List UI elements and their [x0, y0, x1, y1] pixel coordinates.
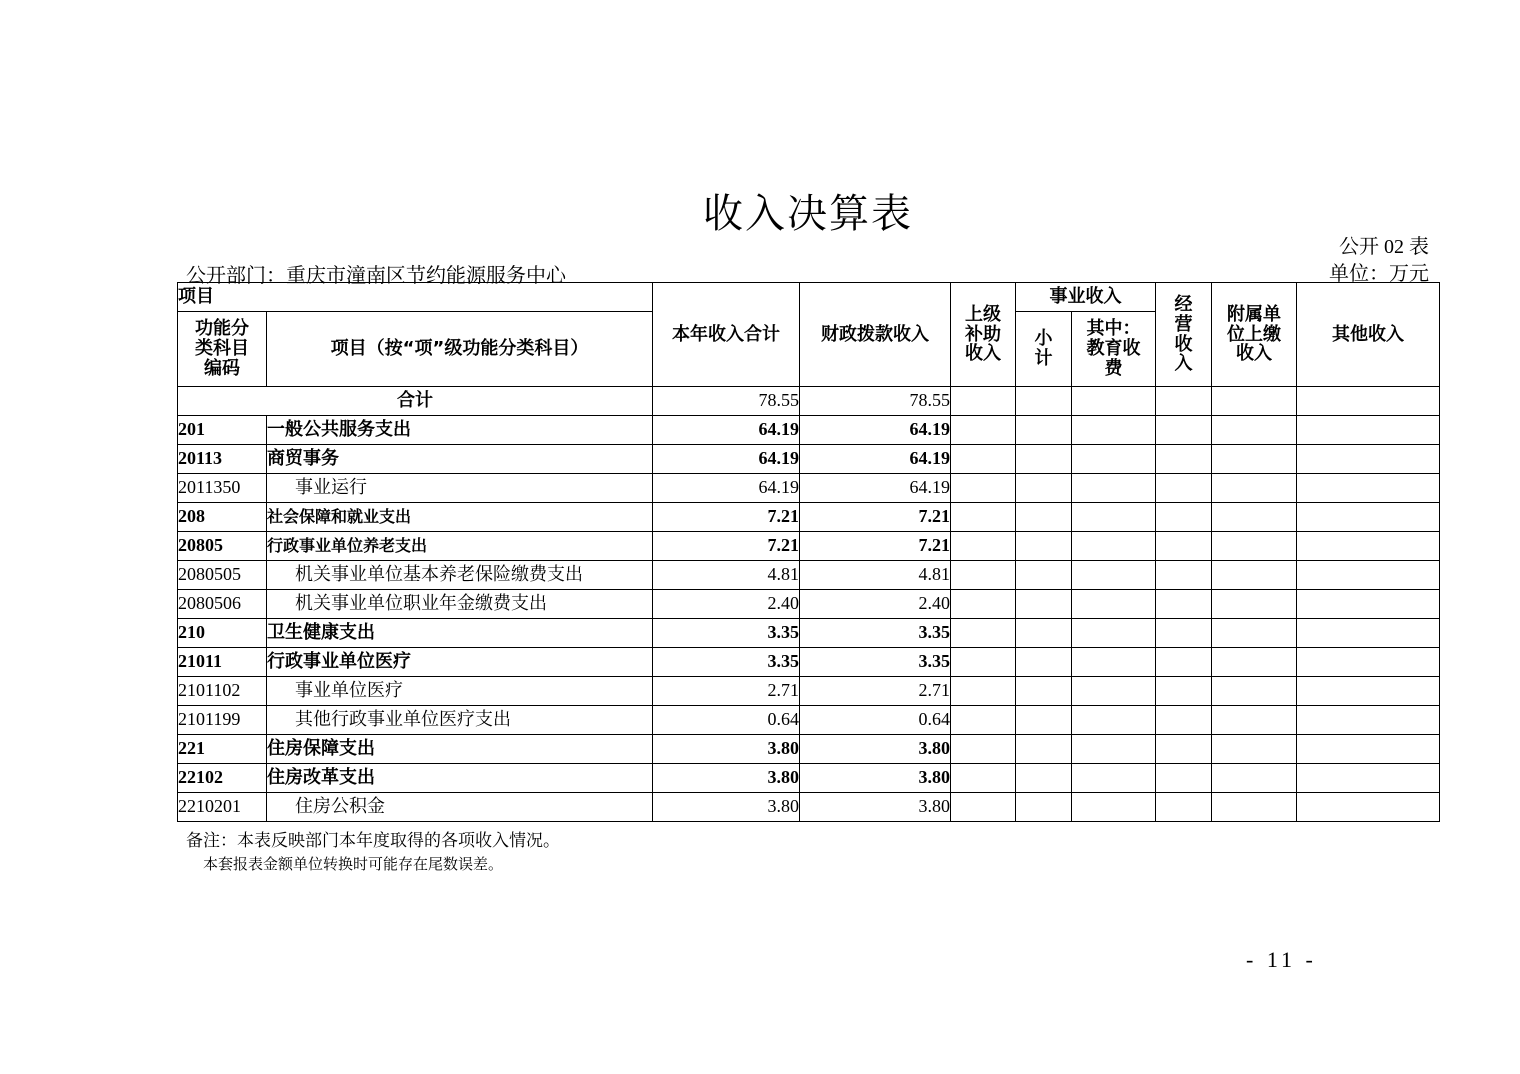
row-total-income: 7.21: [653, 503, 800, 532]
income-table: [177, 282, 1440, 822]
row-total-income: 3.80: [653, 735, 800, 764]
empty-cell: [1212, 416, 1297, 445]
row-fiscal: 4.81: [800, 561, 951, 590]
row-name: 一般公共服务支出: [267, 416, 653, 445]
empty-cell: [1072, 561, 1156, 590]
row-name: 事业运行: [267, 474, 653, 503]
table-row: [178, 474, 1440, 503]
row-fiscal: 3.80: [800, 764, 951, 793]
row-name: 其他行政事业单位医疗支出: [267, 706, 653, 735]
row-total-income: 3.80: [653, 793, 800, 822]
empty-cell: [1156, 648, 1212, 677]
header-business: 事业收入: [1016, 283, 1156, 312]
empty-cell: [951, 503, 1016, 532]
empty-cell: [1016, 735, 1072, 764]
empty-cell: [1297, 793, 1440, 822]
table-row: [178, 793, 1440, 822]
note-line-2: 本套报表金额单位转换时可能存在尾数误差。: [203, 855, 504, 873]
empty-cell: [951, 764, 1016, 793]
row-code: 201: [178, 416, 267, 445]
row-code: 2080506: [178, 590, 267, 619]
header-fiscal: 财政拨款收入: [800, 283, 951, 387]
header-code: 功能分 类科目 编码: [178, 312, 267, 387]
row-total-income: 64.19: [653, 416, 800, 445]
empty-cell: [1156, 677, 1212, 706]
empty-cell: [1072, 590, 1156, 619]
row-name: 住房公积金: [267, 793, 653, 822]
empty-cell: [1156, 764, 1212, 793]
table-row: [178, 416, 1440, 445]
row-fiscal: 3.80: [800, 735, 951, 764]
empty-cell: [1016, 793, 1072, 822]
empty-cell: [1016, 503, 1072, 532]
total-row: [178, 387, 1440, 416]
header-affiliated: 附属单 位上缴 收入: [1212, 283, 1297, 387]
empty-cell: [951, 532, 1016, 561]
empty-cell: [1212, 793, 1297, 822]
empty-cell: [1297, 474, 1440, 503]
page-number: - 11 -: [1246, 947, 1317, 972]
row-fiscal: 7.21: [800, 503, 951, 532]
empty-cell: [1297, 416, 1440, 445]
unit-label: 单位：万元: [1329, 261, 1429, 285]
empty-cell: [1016, 474, 1072, 503]
table-row: [178, 706, 1440, 735]
empty-cell: [1072, 416, 1156, 445]
empty-cell: [1072, 532, 1156, 561]
header-superior: 上级 补助 收入: [951, 283, 1016, 387]
empty-cell: [1212, 445, 1297, 474]
row-total-income: 64.19: [653, 445, 800, 474]
row-total-income: 2.71: [653, 677, 800, 706]
table-row: [178, 445, 1440, 474]
empty-cell: [1016, 445, 1072, 474]
empty-cell: [1212, 619, 1297, 648]
empty-cell: [1072, 706, 1156, 735]
empty-cell: [951, 561, 1016, 590]
table-row: [178, 561, 1440, 590]
header-education: 其中： 教育收 费: [1072, 312, 1156, 387]
empty-cell: [1156, 445, 1212, 474]
row-code: 2011350: [178, 474, 267, 503]
header-other: 其他收入: [1297, 283, 1440, 387]
empty-cell: [1156, 735, 1212, 764]
row-code: 2101199: [178, 706, 267, 735]
empty-cell: [1212, 764, 1297, 793]
empty-cell: [951, 735, 1016, 764]
header-project: 项目: [178, 283, 653, 312]
empty-cell: [1072, 474, 1156, 503]
empty-cell: [1212, 503, 1297, 532]
empty-cell: [1212, 532, 1297, 561]
empty-cell: [1156, 416, 1212, 445]
empty-cell: [1212, 474, 1297, 503]
empty-cell: [1212, 677, 1297, 706]
empty-cell: [1016, 619, 1072, 648]
row-code: 210: [178, 619, 267, 648]
row-fiscal: 2.71: [800, 677, 951, 706]
empty-cell: [1016, 416, 1072, 445]
header-name: 项目（按“项”级功能分类科目）: [267, 312, 653, 387]
row-name: 事业单位医疗: [267, 677, 653, 706]
empty-cell: [1297, 648, 1440, 677]
table-row: [178, 677, 1440, 706]
row-fiscal: 3.80: [800, 793, 951, 822]
empty-cell: [951, 619, 1016, 648]
row-name: 社会保障和就业支出: [267, 503, 653, 532]
row-code: 2080505: [178, 561, 267, 590]
empty-cell: [1297, 532, 1440, 561]
row-fiscal: 0.64: [800, 706, 951, 735]
row-code: 22102: [178, 764, 267, 793]
row-name: 行政事业单位医疗: [267, 648, 653, 677]
empty-cell: [1016, 764, 1072, 793]
empty-cell: [1297, 764, 1440, 793]
empty-cell: [1016, 532, 1072, 561]
row-code: 221: [178, 735, 267, 764]
header-subtotal: 小 计: [1016, 312, 1072, 387]
table-row: [178, 648, 1440, 677]
header-operating: 经 营 收 入: [1156, 283, 1212, 387]
empty-cell: [1156, 619, 1212, 648]
empty-cell: [1072, 764, 1156, 793]
empty-cell: [1156, 532, 1212, 561]
empty-cell: [1156, 561, 1212, 590]
form-number: 公开 02 表: [1339, 236, 1429, 258]
empty-cell: [1072, 503, 1156, 532]
empty-cell: [951, 474, 1016, 503]
empty-cell: [1212, 706, 1297, 735]
header-total-income: 本年收入合计: [653, 283, 800, 387]
empty-cell: [1016, 648, 1072, 677]
empty-cell: [951, 445, 1016, 474]
row-fiscal: 2.40: [800, 590, 951, 619]
empty-cell: [1297, 503, 1440, 532]
empty-cell: [951, 793, 1016, 822]
empty-cell: [1212, 735, 1297, 764]
row-name: 住房改革支出: [267, 764, 653, 793]
row-name: 机关事业单位职业年金缴费支出: [267, 590, 653, 619]
empty-cell: [1212, 561, 1297, 590]
empty-cell: [1072, 793, 1156, 822]
row-code: 208: [178, 503, 267, 532]
table-row: [178, 590, 1440, 619]
row-fiscal: 64.19: [800, 445, 951, 474]
empty-cell: [1072, 677, 1156, 706]
empty-cell: [1016, 561, 1072, 590]
total-fiscal-cell: 78.55: [800, 387, 951, 416]
row-fiscal: 3.35: [800, 619, 951, 648]
empty-cell: [1072, 735, 1156, 764]
row-code: 21011: [178, 648, 267, 677]
row-fiscal: 3.35: [800, 648, 951, 677]
page-title: 收入决算表: [703, 191, 913, 237]
empty-cell: [1297, 677, 1440, 706]
empty-cell: [1072, 445, 1156, 474]
empty-cell: [1016, 677, 1072, 706]
row-total-income: 3.35: [653, 648, 800, 677]
empty-cell: [1156, 706, 1212, 735]
row-total-income: 2.40: [653, 590, 800, 619]
table-row: [178, 619, 1440, 648]
row-total-income: 0.64: [653, 706, 800, 735]
empty-cell: [1156, 590, 1212, 619]
empty-cell: [951, 590, 1016, 619]
row-name: 机关事业单位基本养老保险缴费支出: [267, 561, 653, 590]
row-code: 2210201: [178, 793, 267, 822]
empty-cell: [1016, 706, 1072, 735]
row-name: 商贸事务: [267, 445, 653, 474]
table-row: [178, 764, 1440, 793]
empty-cell: [1156, 474, 1212, 503]
row-code: 20113: [178, 445, 267, 474]
empty-cell: [1212, 648, 1297, 677]
row-code: 2101102: [178, 677, 267, 706]
empty-cell: [1156, 793, 1212, 822]
empty-cell: [951, 706, 1016, 735]
row-total-income: 64.19: [653, 474, 800, 503]
row-code: 20805: [178, 532, 267, 561]
row-total-income: 7.21: [653, 532, 800, 561]
empty-cell: [1297, 619, 1440, 648]
empty-cell: [1156, 503, 1212, 532]
row-total-income: 3.80: [653, 764, 800, 793]
row-fiscal: 64.19: [800, 474, 951, 503]
note-line-1: 备注：本表反映部门本年度取得的各项收入情况。: [186, 831, 560, 851]
total-income-cell: 78.55: [653, 387, 800, 416]
empty-cell: [1016, 590, 1072, 619]
table-row: [178, 735, 1440, 764]
empty-cell: [1072, 648, 1156, 677]
row-fiscal: 7.21: [800, 532, 951, 561]
row-total-income: 4.81: [653, 561, 800, 590]
empty-cell: [1297, 735, 1440, 764]
empty-cell: [1212, 590, 1297, 619]
department-label: 公开部门：重庆市潼南区节约能源服务中心: [186, 263, 566, 287]
empty-cell: [1297, 445, 1440, 474]
empty-cell: [1297, 706, 1440, 735]
row-name: 行政事业单位养老支出: [267, 532, 653, 561]
empty-cell: [1297, 561, 1440, 590]
row-name: 卫生健康支出: [267, 619, 653, 648]
row-fiscal: 64.19: [800, 416, 951, 445]
empty-cell: [951, 648, 1016, 677]
table-row: [178, 503, 1440, 532]
empty-cell: [951, 677, 1016, 706]
empty-cell: [1297, 590, 1440, 619]
empty-cell: [951, 416, 1016, 445]
row-total-income: 3.35: [653, 619, 800, 648]
total-label: 合计: [178, 387, 653, 416]
row-name: 住房保障支出: [267, 735, 653, 764]
empty-cell: [1072, 619, 1156, 648]
table-row: [178, 532, 1440, 561]
